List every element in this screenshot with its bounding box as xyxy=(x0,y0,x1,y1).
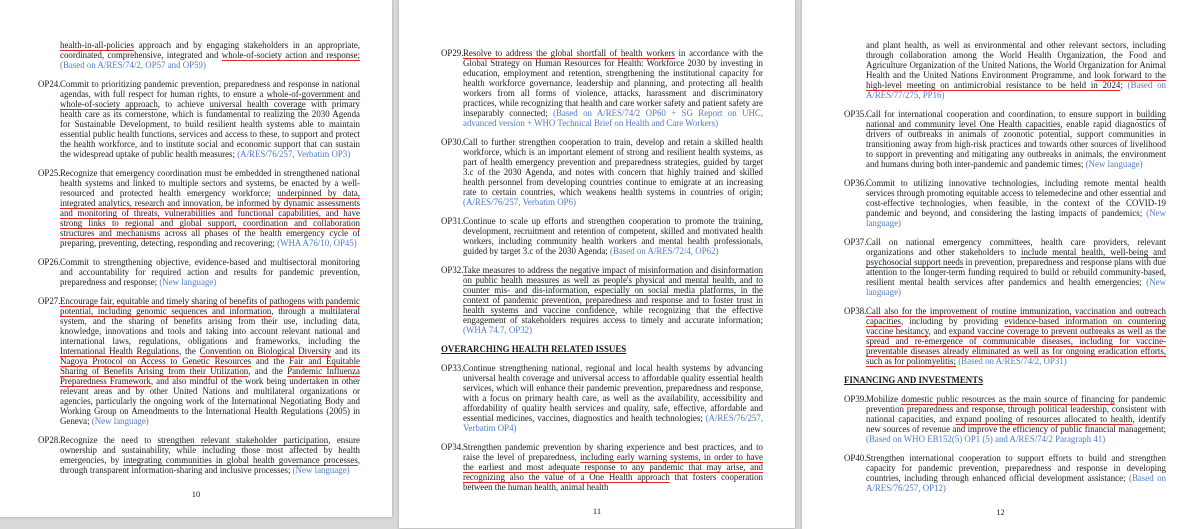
paragraph-text xyxy=(463,442,763,492)
underlined-text: domestic public resources as the main source of financing xyxy=(901,394,1115,404)
source-reference: (A/RES/76/257, Verbatim OP3) xyxy=(234,149,351,159)
paragraph-number: OP26. xyxy=(38,257,61,267)
source-reference: (New language) xyxy=(866,277,1166,297)
text-segment: and plant health, as well as environmental and other relevant sectors, including through collaboration among the World Health Organization, the Food and Agriculture Organization of the United Nations, the World Organization for Animal Health and the United Nations Environment Programme, and xyxy=(866,40,1166,80)
source-reference: (Based on A/RES/74/2, OP31) xyxy=(955,356,1067,366)
document-page-10 xyxy=(0,0,392,517)
paragraph xyxy=(844,40,1166,100)
text-segment: ; xyxy=(1120,80,1123,90)
text-segment: Strengthen international cooperation to support efforts to build and strengthen capacity for pandemic prevention, preparedness and response in developing countries, including through enhanced official development assistance; xyxy=(866,453,1166,483)
paragraph-text xyxy=(60,168,360,248)
text-segment: Commit to utilizing innovative technologies, including remote mental health services through promoting equitable access to telemedecine and other essential and cost-effective technologies, when feasible, in the context of the COVID-19 pandemic and beyond, and considering the lasting impacts of pandemics; xyxy=(866,178,1166,218)
paragraph xyxy=(38,296,360,426)
text-segment: Continue to scale up efforts and strengthen cooperation to promote the training, development, recruitment and retention of competent, skilled and motivated health workers, including community health workers and mental health professionals, guided by target 3.c of the 2030 Agenda; xyxy=(463,216,763,256)
text-segment: Call on national emergency committees, health care providers, relevant organizations and other stakeholders to xyxy=(866,237,1166,257)
paragraph-text xyxy=(866,109,1166,169)
source-reference: (New language) xyxy=(866,208,1166,228)
underlined-text: look forward to the high-level meeting on antimicrobial resistance to be held in 2024 xyxy=(866,70,1166,90)
paragraph-number: OP27. xyxy=(38,296,61,306)
source-reference: (Based on A/RES/74/2 OP60 + SG Report on UHC, advanced version + WHO Technical Brief on Health and Care Workers) xyxy=(463,108,763,128)
text-segment: , the xyxy=(178,346,200,356)
paragraph xyxy=(38,257,360,287)
paragraph-text xyxy=(866,40,1166,100)
paragraph-number: OP37. xyxy=(844,237,867,247)
paragraph-text xyxy=(60,257,360,287)
page-number: 11 xyxy=(592,506,602,516)
text-segment: across all phases of the health emergency cycle of preparing, preventing, detecting, responding and recovering; xyxy=(60,228,360,248)
underlined-text: expand vaccine coverage to prevent outbreaks as well as the spread and re-emergence of communicable diseases, including for vaccine-preventable diseases already eliminated as well as for ongoing eradication efforts, such as for poliomyelitis; xyxy=(866,326,1166,366)
paragraph xyxy=(441,216,763,256)
paragraph xyxy=(844,394,1166,444)
paragraph xyxy=(38,168,360,248)
underlined-text: whole-of-government and whole-of-society approach xyxy=(60,89,361,109)
text-segment: Call for international cooperation and coordination, to ensure support in xyxy=(866,109,1137,119)
text-segment: , and also mindful of the work being undertaken in other relevant areas and by other United Nations and multilateral organizations or agencies, particularly the ongoing work of the International Negotiating Body and Working Group on Amendments to the International Health Regulations (2005) in Geneva; xyxy=(60,376,360,426)
paragraph-text xyxy=(866,394,1166,444)
page-content xyxy=(441,0,763,492)
text-segment: , enable rapid diagnostics of drivers of outbreaks in animals of zoonotic potential, support communities in transitioning away from high-risk practices and towards other sources of livelihood to support in preventing and mitigating any outbreaks in animals, the environment and humans during both inter-pandemic and pandemic times; xyxy=(866,119,1166,169)
text-segment: Call to further strengthen cooperation to train, develop and retain a skilled health workforce, which is an important element of strong and resilient health systems, as part of health emergency prevention and preparedness strategies, guided by target 3.c of the 2030 Agenda, and notes with concern that highly trained and skilled health personnel from developing countries continue to emigrate at an increasing rate to certain countries, which weakens health systems in countries of origin; xyxy=(463,137,763,197)
text-segment: for pandemic prevention preparedness and response, through political leadership, consistent with national capacities, and xyxy=(866,394,1166,424)
text-segment: in prevention, preparedness and response plans with due attention to the longer-term funding required to build or rebuild community-based, resilient mental health services after pandemics and health emergencies; xyxy=(866,257,1166,287)
paragraph xyxy=(441,442,763,492)
page-number: 10 xyxy=(191,489,201,499)
underlined-text: include mental health, well-being and psychosocial support needs xyxy=(866,247,1166,267)
paragraph-text xyxy=(60,40,360,70)
text-segment: Recognize the need to xyxy=(60,435,158,445)
underlined-text: Convention on Biological Diversity xyxy=(199,346,332,356)
paragraph-text xyxy=(866,178,1166,228)
paragraph-number xyxy=(844,40,866,100)
underlined-text: integrating communities in global health governance processes xyxy=(123,455,358,465)
text-segment: Commit to strengthening objective, evidence-based and multisectoral monitoring and accountability for required action and results for pandemic prevention, preparedness and response; xyxy=(60,257,360,287)
underlined-text: International Health Regulations xyxy=(60,346,179,356)
underlined-text: Call also for the improvement of routine immunization, vaccination and outreach capacities xyxy=(866,306,1166,326)
paragraph-text xyxy=(60,79,360,159)
underlined-text: building national and community level One Health capacities xyxy=(866,109,1166,129)
underlined-text: underpinned by data, integrated analytics, research and innovation, be informed by dynamic assessments and monitoring of threats, vulnerabilities and functional capabilities, and have strong links to regional and global support, coordination and collaboration structures and mechanisms xyxy=(60,188,360,238)
source-reference: (A/RES/76/257, Verbatim OP4) xyxy=(463,413,763,433)
text-segment: Recognize that emergency coordination must be embedded in strengthened national health systems and linked to multiple sectors and systems, be enacted by a well-resourced and protected health emergency workforce; xyxy=(60,168,360,198)
page-content xyxy=(38,0,360,475)
paragraph-text xyxy=(463,265,763,335)
source-reference: (Based on WHO EB152(5) OP1 (5) and A/RES/74/2 Paragraph 41) xyxy=(866,434,1106,444)
paragraph-number: OP32. xyxy=(441,265,464,275)
underlined-text: Pandemic Influenza Preparedness Framework xyxy=(60,366,360,386)
paragraph xyxy=(844,109,1166,169)
source-reference: (Based on A/RES/74/2, OP57 and OP59) xyxy=(60,60,206,70)
paragraph-number: OP30. xyxy=(441,137,464,147)
text-segment: , while recognizing that the effective engagement of stakeholders requires access to timely and accurate information; xyxy=(463,305,763,325)
underlined-text: Encourage fair, equitable and timely sharing of benefits of pathogens with pandemic potential, including genomic sequences and information xyxy=(60,296,360,316)
text-segment: Strengthen pandemic prevention by sharing experience and best practices, and to raise the level of preparedness, xyxy=(463,442,763,462)
source-reference: (New language) xyxy=(89,416,149,426)
page-number: 12 xyxy=(996,507,1005,517)
paragraph xyxy=(844,178,1166,228)
paragraph-number: OP31. xyxy=(441,216,464,226)
paragraph-text xyxy=(463,137,763,207)
source-reference: (WHA 74.7, OP32) xyxy=(463,325,533,335)
paragraph xyxy=(38,40,360,70)
paragraph xyxy=(441,137,763,207)
text-segment: and the xyxy=(251,356,290,366)
paragraph-text xyxy=(866,306,1166,366)
page-content xyxy=(844,0,1166,493)
source-reference: (Based on A/RES/76/257, OP12) xyxy=(866,473,1166,493)
paragraph xyxy=(38,79,360,159)
underlined-text: whole-of-society action and response; xyxy=(221,50,360,60)
text-segment: Mobilize xyxy=(866,394,902,404)
paragraph xyxy=(38,435,360,475)
underlined-text: Fair and Equitable Sharing of Benefits Arising from their Utilization xyxy=(60,356,360,376)
source-reference: (WHA A76/10, OP45) xyxy=(274,238,357,248)
text-segment: , and the xyxy=(248,366,288,376)
source-reference: (New language) xyxy=(157,277,217,287)
text-segment: , to achieve xyxy=(157,99,210,109)
paragraph xyxy=(844,453,1166,493)
paragraph-number: OP39. xyxy=(844,394,867,404)
text-segment: , ensure ownership and sustainability, while including those most affected by health emergencies, by xyxy=(60,435,360,465)
paragraph-number: OP38. xyxy=(844,306,867,316)
section-heading: FINANCING AND INVESTMENTS xyxy=(844,375,984,385)
paragraph-number: OP35. xyxy=(844,109,867,119)
paragraph xyxy=(441,265,763,335)
paragraph-number: OP29. xyxy=(441,48,464,58)
underlined-text: expand pooling of resources allocated to health xyxy=(955,414,1133,424)
source-reference: (A/RES/76/257, Verbatim OP6) xyxy=(463,197,576,207)
paragraph-text xyxy=(463,216,763,256)
paragraph-number: OP36. xyxy=(844,178,867,188)
underlined-text: Resolve to address the global shortfall of health workers xyxy=(463,48,675,58)
text-segment: Commit to prioritizing pandemic prevention, preparedness and response in national agendas, with full respect for human rights, to ensure a xyxy=(60,79,360,99)
paragraph-number xyxy=(38,40,60,70)
source-reference: (New language) xyxy=(290,465,350,475)
paragraph-number: OP33. xyxy=(441,363,464,373)
text-segment: , through transparent information-sharing and inclusive processes; xyxy=(60,455,360,475)
underlined-text: evidence-based information on countering vaccine hesitancy xyxy=(866,316,1166,336)
text-segment: , including by providing xyxy=(900,316,1005,326)
source-reference: (Based on A/RES/72/4, OP62) xyxy=(607,246,719,256)
paragraph-text xyxy=(60,296,360,426)
paragraph xyxy=(441,363,763,433)
text-segment: , through a multilateral system, and the sharing of benefits arising from their use, including data, knowledge, innovations and tools and taking into account relevant national and international laws, regulations, obligations and frameworks, including the xyxy=(60,306,360,346)
underlined-text: Take measures to address the negative impact of misinformation and disinformation on public health measures as well as people's physical and mental health, and to counter mis- and dis-information, especially on social media platforms, in the context of pandemic prevention, preparedness and response and to foster trust in health systems and vaccine confidence xyxy=(463,265,763,315)
document-page-11 xyxy=(399,0,795,528)
text-segment: with primary health care as its cornerstone, which is fundamental to realizing the 2030 Agenda for Sustainable Development, to build resilient health systems able to maintain essential public health functions, services and access to these, to support and protect the health workforce, and to institute social and economic support that can sustain the widespread uptake of public health measures; xyxy=(60,99,360,159)
underlined-text: universal health coverage xyxy=(209,99,306,109)
paragraph-text xyxy=(463,48,763,128)
paragraph-number: OP40. xyxy=(844,453,867,463)
underlined-text: health-in-all-policies xyxy=(60,40,134,50)
paragraph-text xyxy=(866,237,1166,297)
text-segment: , and xyxy=(928,326,949,336)
paragraph xyxy=(844,306,1166,366)
underlined-text: strengthen relevant stakeholder participation xyxy=(157,435,329,445)
text-segment: approach and by engaging stakeholders in an appropriate, coordinated, comprehensive, integrated and xyxy=(60,40,360,60)
text-segment: that fosters cooperation between the human health, animal health xyxy=(463,472,763,492)
source-reference: (New language) xyxy=(1083,159,1143,169)
text-segment: in accordance with the Global Strategy on Human Resources for Health: Workforce 2030 by investing in education, employment and retention, strengthening the institutional capacity for health workforce governance, leadership and planning, and protecting all health workers from all forms of violence, attacks, harassment and discriminatory practices, while recognizing that health and care worker safety and patient safety are inseparably connected; xyxy=(463,48,763,118)
paragraph-number: OP24. xyxy=(38,79,61,89)
paragraph xyxy=(844,237,1166,297)
source-reference: (Based on A/RES/77/275, PP16) xyxy=(866,80,1166,100)
text-segment: , identify new sources of revenue and improve the efficiency of public financial management; xyxy=(866,414,1166,434)
paragraph-text xyxy=(866,453,1166,493)
paragraph-number: OP34. xyxy=(441,442,464,452)
paragraph xyxy=(441,48,763,128)
paragraph-number: OP28. xyxy=(38,435,61,445)
text-segment: Continue strengthening national, regional and local health systems by advancing universal health coverage and universal access to affordable quality essential health services, which will enhance their pandemic prevention, preparedness and response, with a focus on primary health care, as well as the availability, accessibility and affordability of quality health services and quality, safe, effective, affordable and essential medicines, vaccines, diagnostics and health technologies; xyxy=(463,363,763,423)
section-heading: OVERARCHING HEALTH RELATED ISSUES xyxy=(441,344,627,354)
paragraph-text xyxy=(60,435,360,475)
underlined-text: including early warning systems, in order to have the earliest and most adequate response to any pandemic that may arise, and recognizing also the value of a One Health approach xyxy=(463,452,763,482)
text-segment: and its xyxy=(331,346,360,356)
paragraph-text xyxy=(463,363,763,433)
underlined-text: Nagoya Protocol on Access to Genetic Resources xyxy=(60,356,252,366)
paragraph-number: OP25. xyxy=(38,168,61,178)
document-page-12 xyxy=(802,0,1199,529)
